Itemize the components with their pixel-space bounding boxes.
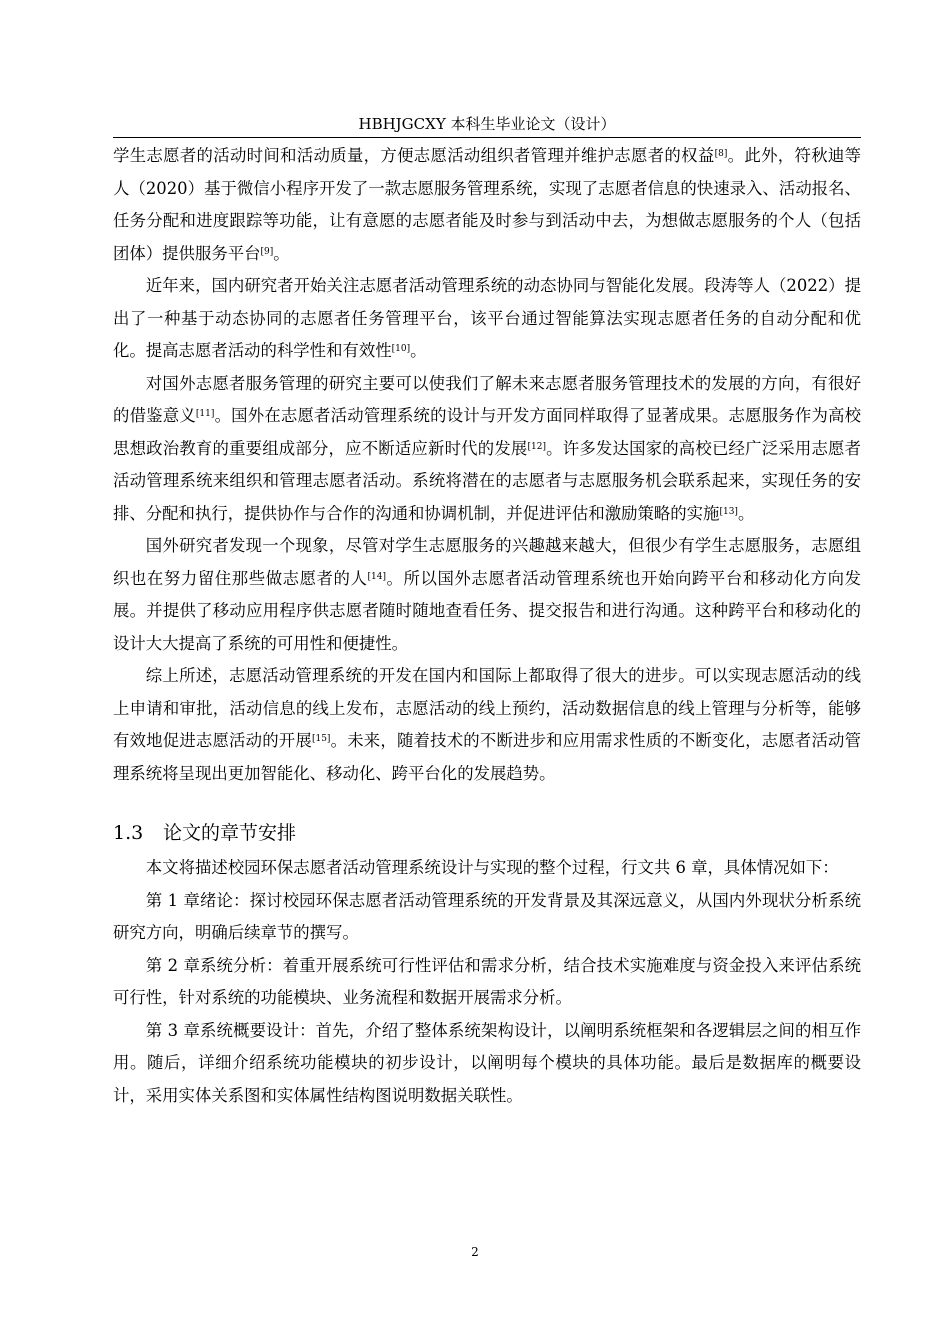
section-paragraph-4: 第 3 章系统概要设计：首先，介绍了整体系统架构设计，以阐明系统框架和各逻辑层之间的相互作用。随后，详细介绍系统功能模块的初步设计，以阐明每个模块的具体功能。最后是数据库的概要设计，采用实体关系图和实体属性结构图说明数据关联性。 — [113, 1020, 861, 1105]
citation: [10] — [391, 344, 411, 354]
citation: [9] — [260, 246, 274, 257]
paragraph-text: 。国外在志愿者活动管理系统的设计与开发方面同样取得了显著成果。志愿服务作为高校思想政治教育的重要组成部分，应不断适应新时代的发展 — [113, 406, 862, 458]
page-number: 2 — [471, 1245, 479, 1259]
paragraph-1 — [113, 140, 861, 270]
paragraph-text: 。所以国外志愿者活动管理系统也开始向跨平台和移动化方向发展。并提供了移动应用程序供志愿者随时随地查看任务、提交报告和进行沟通。这种跨平台和移动化的设计大大提高了系统的可用性和便捷性。 — [113, 568, 862, 653]
paragraph-5 — [113, 660, 861, 790]
section-heading — [113, 816, 861, 850]
paragraph-text: 。许多发达国家的高校已经广泛采用志愿者活动管理系统来组织和管理志愿者活动。系统将潜在的志愿者与志愿服务机会联系起来，实现任务的安排、分配和执行，提供协作与合作的沟通和协调机制，并促进评估和激励策略的实施 — [113, 438, 862, 523]
section-paragraph-2: 第 1 章绪论：探讨校园环保志愿者活动管理系统的开发背景及其深远意义，从国内外现状分析系统研究方向，明确后续章节的撰写。 — [113, 890, 861, 942]
paragraph-text: 。 — [737, 503, 755, 523]
paragraph-text: 国外研究者发现一个现象，尽管对学生志愿服务的兴趣越来越大，但很少有学生志愿服务，志愿组织也在努力留住那些做志愿者的人 — [113, 536, 861, 588]
header-title: HBHJGCXY 本科生毕业论文（设计） — [358, 115, 616, 133]
paragraph-text: 。未来，随着技术的不断进步和应用需求性质的不断变化，志愿者活动管理系统将呈现出更加智能化、移动化、跨平台化的发展趋势。 — [113, 731, 862, 783]
citation: [11] — [195, 409, 215, 419]
paragraph-4 — [113, 530, 861, 660]
paragraph-text: 。 — [273, 243, 290, 263]
paragraph-text: 学生志愿者的活动时间和活动质量，方便志愿活动组织者管理并维护志愿者的权益 — [113, 146, 715, 165]
section-paragraph-3: 第 2 章系统分析：着重开展系统可行性评估和需求分析，结合技术实施难度与资金投入来评估系统可行性，针对系统的功能模块、业务流程和数据开展需求分析。 — [113, 955, 861, 1007]
paragraph-text: 。此外，符秋迪等人（2020）基于微信小程序开发了一款志愿服务管理系统，实现了志愿者信息的快速录入、活动报名、任务分配和进度跟踪等功能，让有意愿的志愿者能及时参与到活动中去，为想做志愿服务的个人（包括团体）提供服务平台 — [113, 146, 862, 263]
paragraph-text: 综上所述，志愿活动管理系统的开发在国内和国际上都取得了很大的进步。可以实现志愿活动的线上申请和审批，活动信息的线上发布，志愿活动的线上预约，活动数据信息的线上管理与分析等，能够有效地促进志愿活动的开展 — [113, 666, 861, 750]
section-title: 论文的章节安排 — [163, 822, 297, 844]
citation: [12] — [527, 441, 546, 452]
citation: [8] — [714, 149, 728, 159]
section-number: 1.3 — [113, 822, 144, 844]
paragraph-2 — [113, 270, 861, 368]
paragraph-3 — [113, 368, 861, 531]
paragraph-text: 。 — [410, 341, 427, 360]
page-footer — [0, 1245, 950, 1259]
paragraph-text: 对国外志愿者服务管理的研究主要可以使我们了解未来志愿者服务管理技术的发展的方向，有很好的借鉴意义 — [113, 373, 861, 425]
section-paragraph-1: 本文将描述校园环保志愿者活动管理系统设计与实现的整个过程，行文共 6 章，具体情况如下： — [145, 858, 839, 877]
citation: [13] — [719, 506, 738, 517]
paragraph-text: 近年来，国内研究者开始关注志愿者活动管理系统的动态协同与智能化发展。段涛等人（2022）提出了一种基于动态协同的志愿者任务管理平台，该平台通过智能算法实现志愿者任务的自动分配和优化。提高志愿者活动的科学性和有效性 — [113, 276, 861, 360]
citation: [15] — [311, 734, 331, 744]
body-text — [113, 140, 861, 1112]
citation: [14] — [367, 571, 386, 582]
page-header — [113, 111, 861, 138]
